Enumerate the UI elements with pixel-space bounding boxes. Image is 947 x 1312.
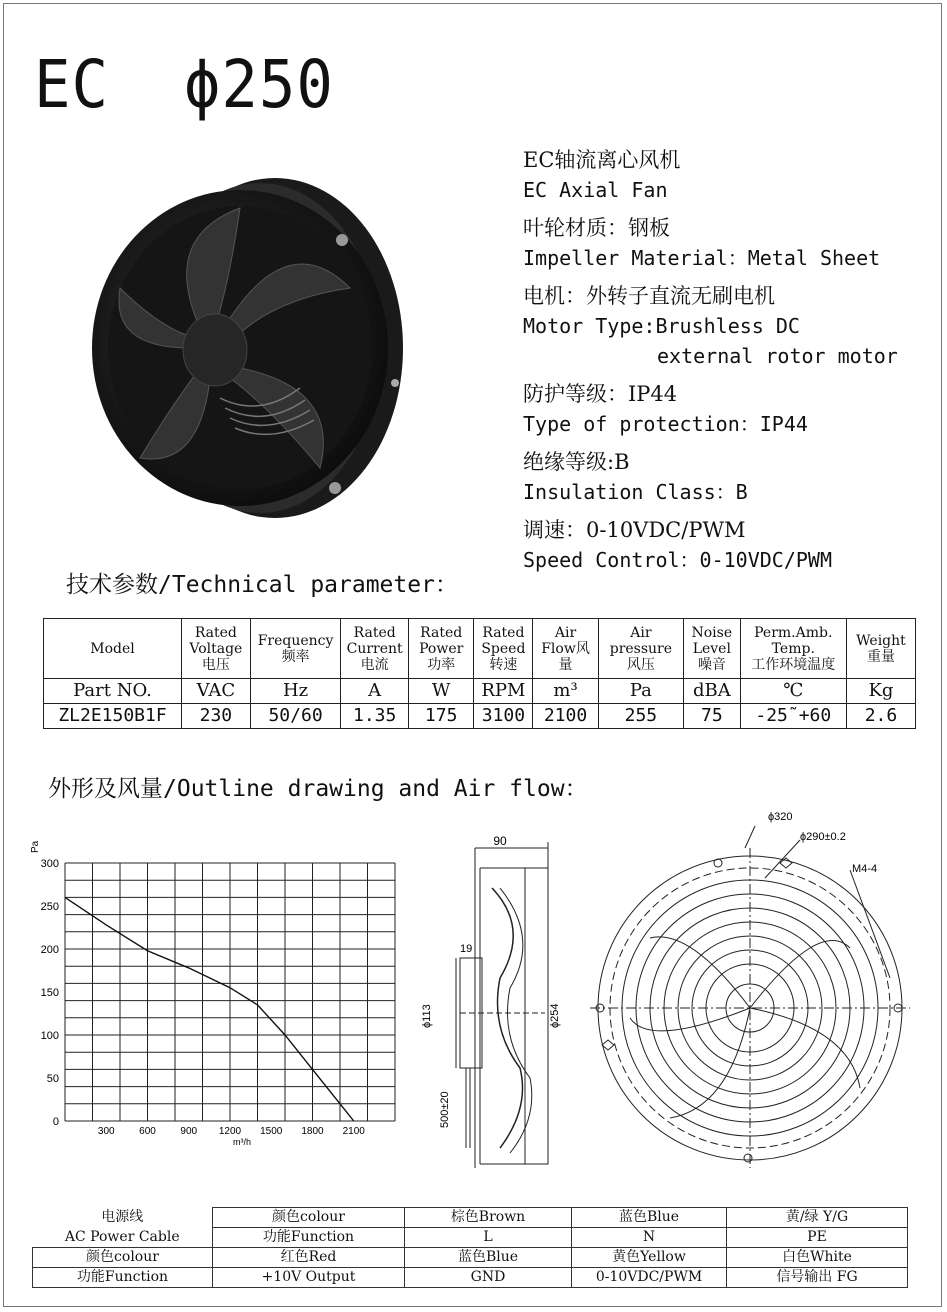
tech-header-line: 电流 — [360, 656, 389, 673]
front-view-drawing — [590, 808, 920, 1180]
wire-cell: PE — [727, 1228, 908, 1248]
wire-cell: GND — [405, 1268, 572, 1288]
tech-header-line: Frequency — [257, 632, 334, 649]
tech-unit-cell: dBA — [684, 679, 741, 704]
wire-cell: 0-10VDC/PWM — [572, 1268, 727, 1288]
x-tick-label: 1500 — [260, 1126, 283, 1137]
tech-table — [43, 618, 916, 729]
tech-unit-cell: W — [408, 679, 474, 704]
insulation-en: Insulation Class：B — [523, 480, 748, 504]
y-axis-label: Pa — [30, 840, 41, 853]
tech-unit-cell: Kg — [846, 679, 915, 704]
tech-heading: 技术参数/Technical parameter： — [66, 572, 458, 598]
side-view-drawing — [421, 828, 590, 1168]
y-tick-label: 250 — [40, 901, 59, 913]
tech-header-line: 转速 — [489, 656, 518, 673]
tech-header-line: 功率 — [427, 656, 456, 673]
tech-header-line: Air — [554, 624, 577, 641]
tech-header-line: pressure — [609, 640, 673, 657]
tech-value-cell: 175 — [408, 704, 474, 729]
tech-header-line: 重量 — [866, 648, 895, 665]
tech-header-line: Model — [90, 640, 135, 657]
tech-header-line: 工作环境温度 — [751, 656, 836, 673]
wire-cell: 黄/绿 Y/G — [727, 1208, 908, 1228]
tech-header-cell — [341, 619, 408, 679]
wire-cell: 棕色Brown — [405, 1208, 572, 1228]
page-title: EC ϕ250 — [34, 46, 334, 123]
y-tick-label: 50 — [46, 1073, 59, 1085]
insulation-cn: 绝缘等级:B — [523, 450, 630, 474]
airflow-curve — [65, 897, 354, 1121]
dim-hub: ϕ113 — [421, 1004, 433, 1028]
tech-header-line: Air — [630, 624, 652, 641]
y-tick-label: 200 — [40, 944, 59, 956]
y-tick-label: 0 — [52, 1116, 59, 1128]
y-tick-label: 300 — [40, 858, 59, 870]
tech-header-cell — [846, 619, 915, 679]
tech-unit-row — [44, 679, 916, 704]
tech-header-line: Power — [419, 640, 464, 657]
tech-header-line: 电压 — [201, 656, 230, 673]
speed-cn: 调速：0-10VDC/PWM — [523, 518, 746, 542]
label-ac-power-cable: AC Power Cable — [33, 1228, 213, 1248]
fan-photo — [90, 168, 420, 523]
tech-header-cell — [740, 619, 846, 679]
x-tick-label: 1800 — [301, 1126, 324, 1137]
tech-header-cell — [182, 619, 251, 679]
tech-value-cell: 75 — [684, 704, 741, 729]
motor-en-1: Motor Type:Brushless DC — [523, 314, 800, 338]
tech-header-row — [44, 619, 916, 679]
wire-cell: 白色White — [727, 1248, 908, 1268]
tech-header-line: Voltage — [189, 640, 243, 657]
outline-heading: 外形及风量/Outline drawing and Air flow： — [48, 776, 588, 802]
tech-header-line: 频率 — [281, 648, 310, 665]
tech-header-line: Perm.Amb. — [754, 624, 833, 641]
tech-unit-cell: Pa — [598, 679, 683, 704]
dim-screw: M4-4 — [852, 863, 878, 875]
wire-cell: 蓝色Blue — [405, 1248, 572, 1268]
y-tick-label: 100 — [40, 1030, 59, 1042]
wire-cell: N — [572, 1228, 727, 1248]
protection-en: Type of protection：IP44 — [523, 412, 808, 436]
tech-value-cell: 2.6 — [846, 704, 915, 729]
fan-type-en: EC Axial Fan — [523, 178, 668, 202]
tech-header-cell — [533, 619, 598, 679]
wire-cell: 红色Red — [213, 1248, 405, 1268]
tech-header-cell — [474, 619, 533, 679]
tech-header-cell — [598, 619, 683, 679]
tech-header-cell — [250, 619, 341, 679]
label-function: 功能Function — [33, 1268, 213, 1288]
tech-header-line: Rated — [194, 624, 237, 641]
label-colour: 颜色colour — [33, 1248, 213, 1268]
tech-unit-cell: Part NO. — [44, 679, 182, 704]
tech-value-cell: -25˜+60 — [740, 704, 846, 729]
x-tick-label: 1200 — [218, 1126, 242, 1137]
tech-unit-cell: m³ — [533, 679, 598, 704]
protection-cn: 防护等级：IP44 — [523, 382, 678, 406]
tech-header-line: Level — [692, 640, 731, 657]
fan-type-cn: EC轴流离心风机 — [523, 148, 681, 172]
tech-header-cell — [684, 619, 741, 679]
tech-header-line: Rated — [353, 624, 396, 641]
tech-header-line: Temp. — [771, 640, 815, 657]
motor-cn: 电机：外转子直流无刷电机 — [523, 284, 775, 308]
y-tick-label: 150 — [40, 987, 59, 999]
speed-en: Speed Control：0-10VDC/PWM — [523, 548, 832, 572]
tech-header-line: Flow风 — [541, 640, 590, 657]
tech-value-cell: 255 — [598, 704, 683, 729]
tech-header-line: 风压 — [626, 656, 655, 673]
x-tick-label: 900 — [180, 1126, 198, 1137]
x-tick-label: 300 — [97, 1126, 115, 1137]
tech-header-line: Speed — [481, 640, 526, 657]
dim-width: 90 — [493, 834, 507, 848]
tech-header-cell — [408, 619, 474, 679]
tech-unit-cell: A — [341, 679, 408, 704]
tech-unit-cell: VAC — [182, 679, 251, 704]
tech-value-row — [44, 704, 916, 729]
wire-cell: 蓝色Blue — [572, 1208, 727, 1228]
x-axis-label: m³/h — [233, 1137, 251, 1147]
tech-value-cell: 2100 — [533, 704, 598, 729]
x-tick-label: 600 — [139, 1126, 156, 1137]
wire-cell: 功能Function — [213, 1228, 405, 1248]
tech-unit-cell: Hz — [250, 679, 341, 704]
wiring-table — [32, 1207, 908, 1288]
motor-en-2: external rotor motor — [657, 344, 898, 368]
dim-cable: 500±20 — [439, 1091, 451, 1128]
wire-cell: 黄色Yellow — [572, 1248, 727, 1268]
spec-list — [523, 145, 943, 583]
dim-outer: ϕ254 — [549, 1003, 561, 1028]
tech-header-line: Current — [346, 640, 403, 657]
tech-value-cell: ZL2E150B1F — [44, 704, 182, 729]
tech-unit-cell: ℃ — [740, 679, 846, 704]
impeller-cn: 叶轮材质：钢板 — [523, 216, 670, 240]
tech-value-cell: 230 — [182, 704, 251, 729]
wire-cell: 颜色colour — [213, 1208, 405, 1228]
airflow-chart — [28, 830, 408, 1150]
wire-cell: L — [405, 1228, 572, 1248]
tech-header-line: 噪音 — [697, 656, 726, 673]
tech-header-line: Weight — [856, 632, 906, 649]
tech-value-cell: 3100 — [474, 704, 533, 729]
tech-unit-cell: RPM — [474, 679, 533, 704]
dim-d320: ϕ320 — [768, 811, 793, 823]
tech-header-line: Noise — [691, 624, 733, 641]
label-power-cable: 电源线 — [33, 1208, 213, 1228]
wire-cell: +10V Output — [213, 1268, 405, 1288]
wire-cell: 信号输出 FG — [727, 1268, 908, 1288]
impeller-en: Impeller Material：Metal Sheet — [523, 246, 881, 270]
tech-header-line: Rated — [482, 624, 525, 641]
tech-header-cell — [44, 619, 182, 679]
dim-flange: 19 — [460, 943, 473, 955]
x-tick-label: 2100 — [342, 1126, 365, 1137]
tech-header-line: 量 — [558, 656, 573, 673]
dim-d290: ϕ290±0.2 — [800, 831, 846, 843]
tech-value-cell: 1.35 — [341, 704, 408, 729]
tech-value-cell: 50/60 — [250, 704, 341, 729]
tech-header-line: Rated — [420, 624, 463, 641]
